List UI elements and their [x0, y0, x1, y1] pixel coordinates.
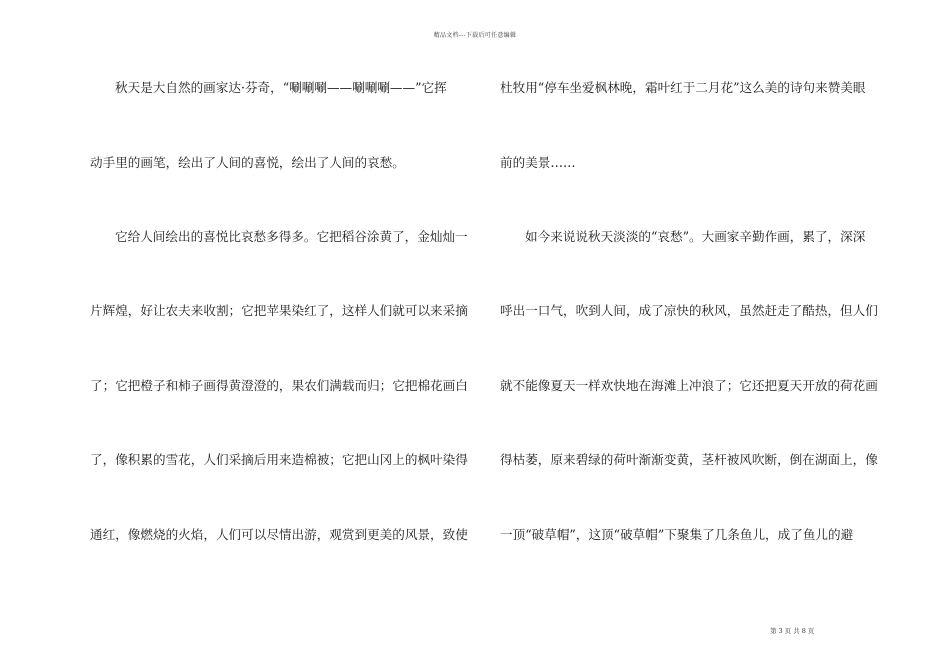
paragraph-line: 片辉煌，好让农夫来收割；它把苹果染红了，这样人们就可以来采摘 [90, 303, 468, 318]
paragraph-line: 了；它把橙子和柿子画得黄澄澄的，果农们满载而归；它把棉花画白 [90, 378, 468, 393]
total-pages-number: 8 [801, 627, 806, 635]
paragraph-line: 杜牧用“停车坐爱枫林晚，霜叶红于二月花”这么美的诗句来赞美眼 [500, 80, 866, 95]
page-label-mid: 页 共 [784, 627, 800, 635]
paragraph-line: 得枯萎，原来碧绿的荷叶渐渐变黄，茎杆被风吹断，倒在湖面上，像 [500, 452, 878, 467]
paragraph-line: 前的美景…… [500, 155, 576, 170]
current-page-number: 3 [778, 627, 783, 635]
paragraph-line: 它给人间绘出的喜悦比哀愁多得多。它把稻谷涂黄了，金灿灿一 [115, 229, 468, 244]
page-header: 精品文档---下载后可任意编辑 [433, 32, 517, 39]
page-label-suffix: 页 [807, 627, 815, 635]
paragraph-line: 呼出一口气，吹到人间，成了凉快的秋风，虽然赶走了酷热，但人们 [500, 303, 878, 318]
paragraph-line: 通红，像燃烧的火焰，人们可以尽情出游，观赏到更美的风景，致使 [90, 527, 468, 542]
paragraph-line: 了，像积累的雪花，人们采摘后用来造棉被；它把山冈上的枫叶染得 [90, 452, 468, 467]
page-label-prefix: 第 [770, 627, 777, 635]
paragraph-line: 如今来说说秋天淡淡的“哀愁”。大画家辛勤作画，累了，深深 [525, 229, 866, 244]
paragraph-line: 一顶“破草帽”，这顶“破草帽”下聚集了几条鱼儿，成了鱼儿的避 [500, 527, 854, 542]
paragraph-line: 秋天是大自然的画家达·芬奇，“唰唰唰——唰唰唰——”它挥 [115, 80, 447, 95]
paragraph-line: 就不能像夏天一样欢快地在海滩上冲浪了；它还把夏天开放的荷花画 [500, 378, 878, 393]
page-number-footer [770, 626, 816, 635]
paragraph-line: 动手里的画笔，绘出了人间的喜悦，绘出了人间的哀愁。 [90, 155, 405, 170]
